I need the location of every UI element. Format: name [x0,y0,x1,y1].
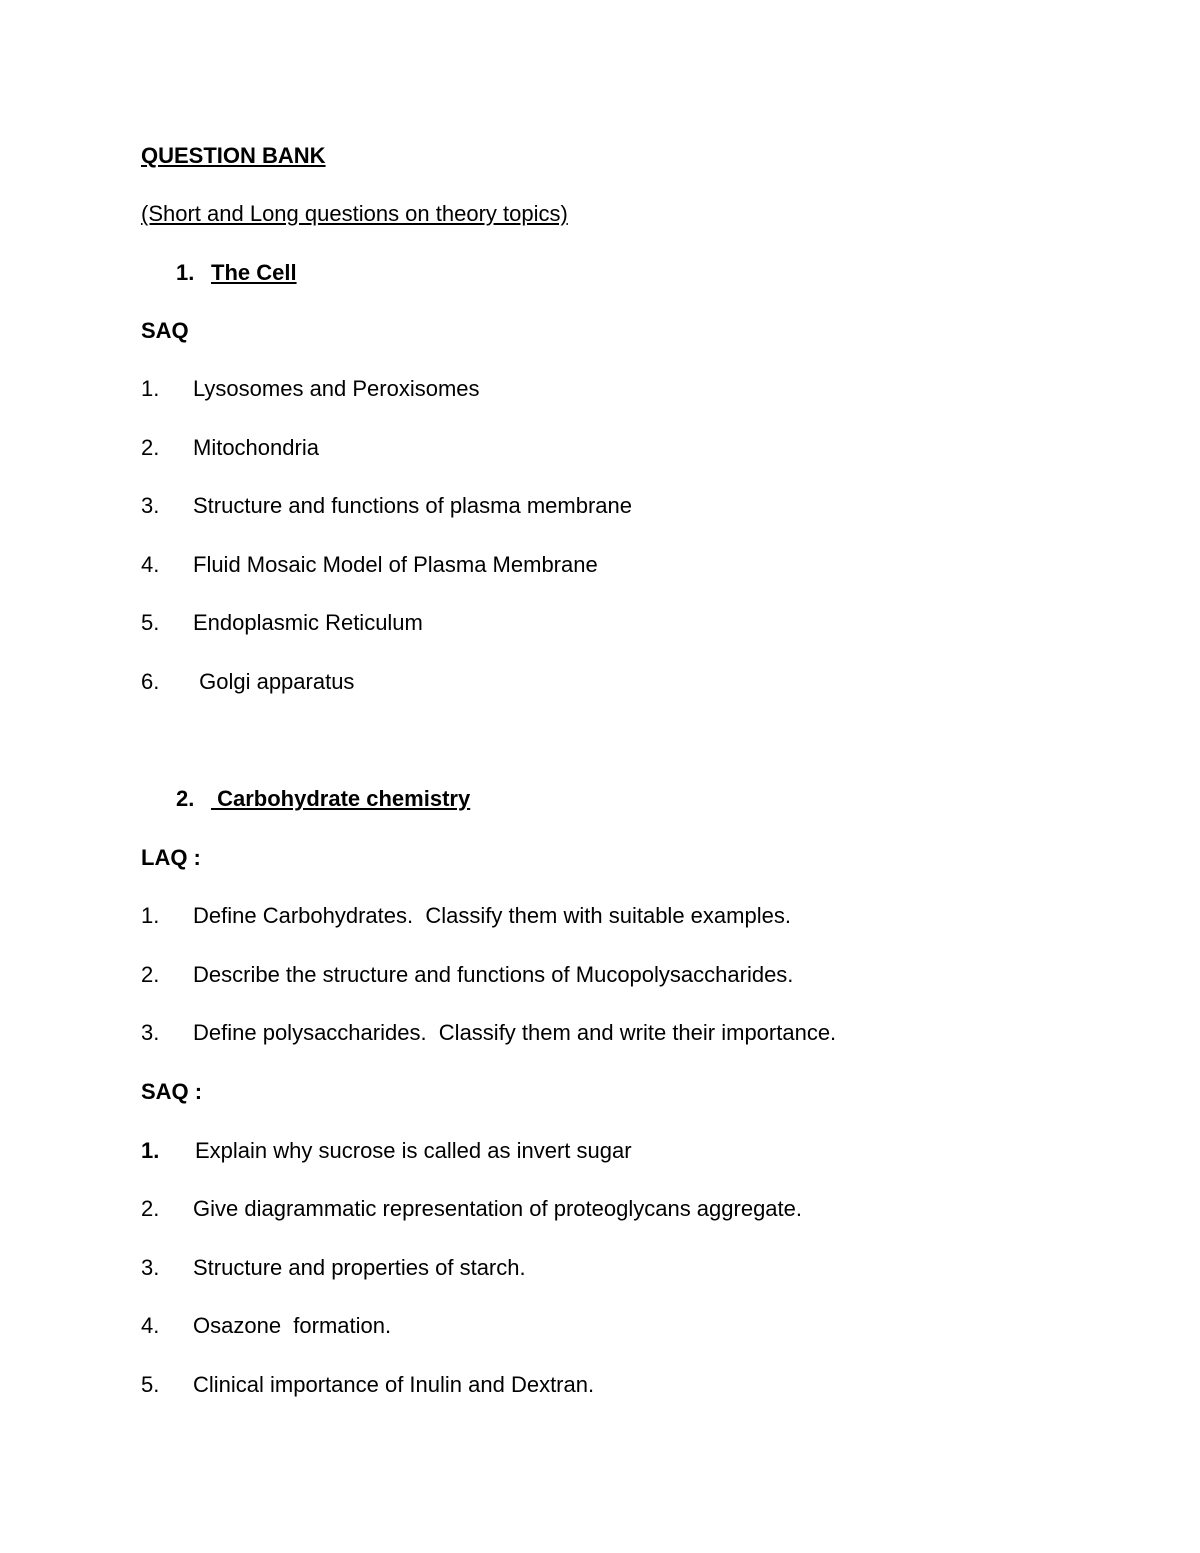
item-text: Clinical importance of Inulin and Dextran. [193,1372,595,1397]
item-text: Structure and functions of plasma membrane [193,493,633,518]
section-number: 1. [176,260,195,285]
item-number: 1. [141,1138,160,1163]
group-label-saq: SAQ [141,318,189,343]
item-text: Lysosomes and Peroxisomes [193,376,480,401]
group-label-saq: SAQ : [141,1079,203,1104]
section-heading-the-cell [176,260,297,364]
group-label-laq: LAQ : [141,845,201,870]
item-number: 3. [141,1020,160,1045]
item-text: Describe the structure and functions of Mucopolysaccharides. [193,962,794,987]
item-text: Osazone formation. [193,1313,392,1338]
item-text: Structure and properties of starch. [193,1255,526,1280]
section-number: 2. [176,786,195,811]
section-heading-carbohydrate-chemistry [176,786,471,890]
page-subtitle: (Short and Long questions on theory topics) [141,201,568,226]
section-title: The Cell [211,260,297,285]
item-number: 3. [141,493,160,518]
item-text: Mitochondria [193,435,319,460]
item-number: 2. [141,962,160,987]
item-number: 2. [141,1196,160,1221]
item-text: Give diagrammatic representation of proteoglycans aggregate. [193,1196,803,1221]
section-title: Carbohydrate chemistry [211,786,471,811]
item-text: Explain why sucrose is called as invert sugar [195,1138,632,1163]
list-item [141,669,355,773]
item-number: 5. [141,610,160,635]
page-title: QUESTION BANK [141,143,326,168]
item-number: 2. [141,435,160,460]
item-number: 3. [141,1255,160,1280]
item-text: Define polysaccharides. Classify them and write their importance. [193,1020,837,1045]
item-text: Endoplasmic Reticulum [193,610,423,635]
item-number: 4. [141,552,160,577]
item-text: Fluid Mosaic Model of Plasma Membrane [193,552,598,577]
item-text: Golgi apparatus [193,669,355,694]
item-number: 6. [141,669,160,694]
item-number: 4. [141,1313,160,1338]
item-number: 1. [141,903,160,928]
list-item [141,1372,595,1476]
item-text: Define Carbohydrates. Classify them with suitable examples. [193,903,791,928]
item-number: 1. [141,376,160,401]
item-number: 5. [141,1372,160,1397]
